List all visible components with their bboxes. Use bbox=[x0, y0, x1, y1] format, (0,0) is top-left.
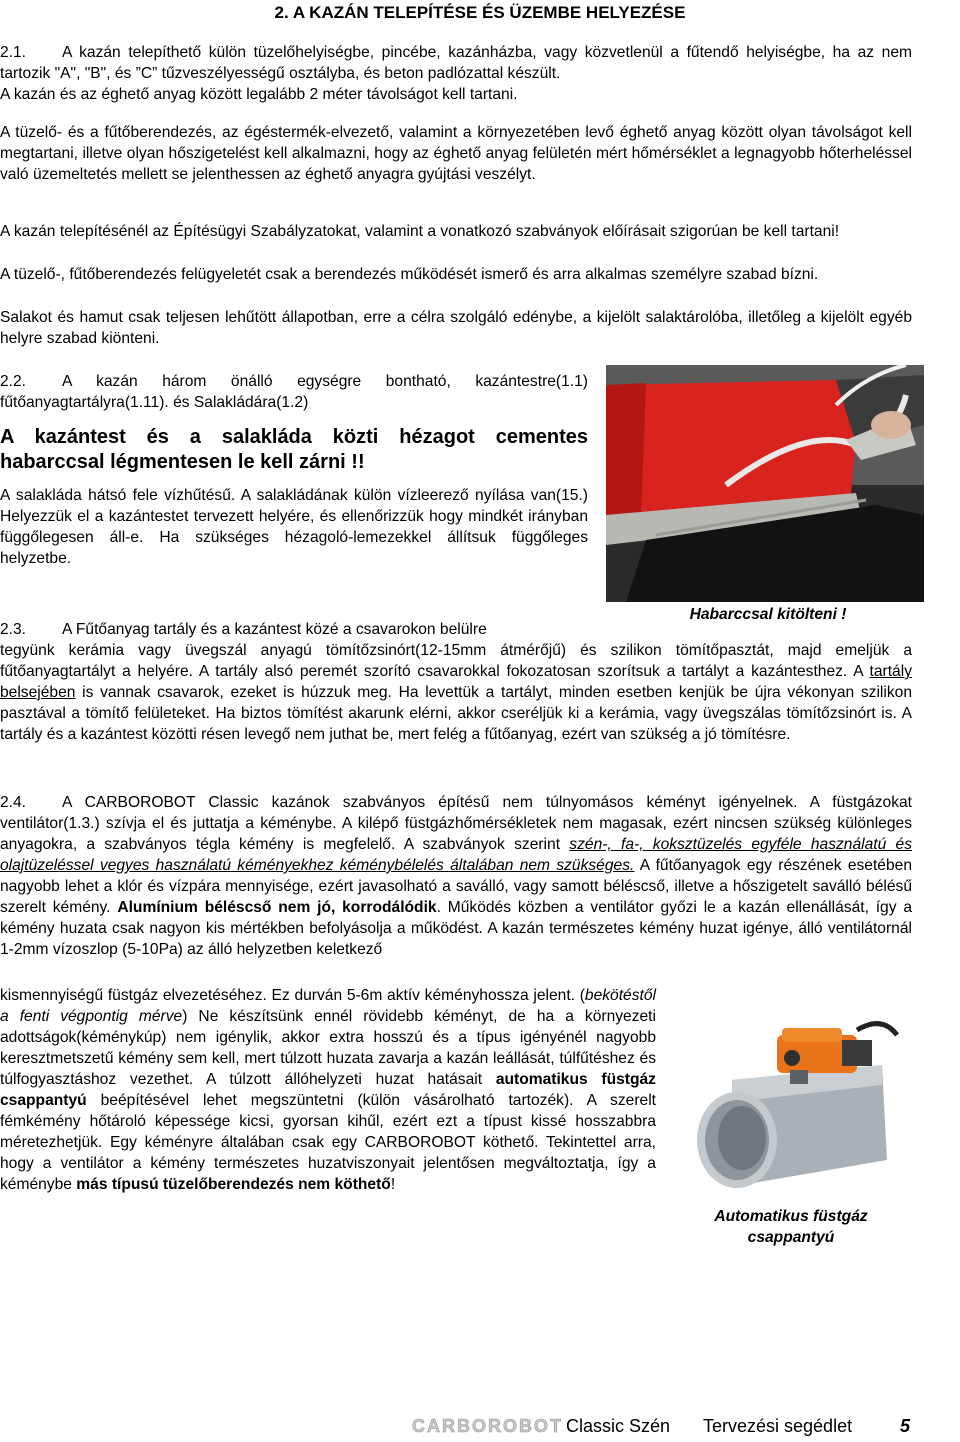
section-2-4-col-text-2: ) Ne készítsünk ennél rövidebb kéményt, de ha a környezeti adottságok(kéménykúp) nem igénylik, akkor extra hosszú és a típus igényénél nagyobb keresztmetszetű kémény sem kell, mert túlzott huzata zavarja a kazán leállását, túlfűtéshez és túlfogyasztáshoz vezethet. A túlzott állóhelyzeti huzat hatásait bbox=[0, 1008, 656, 1088]
section-2-4-text-3: . Működés közben a ventilátor győzi le a kazán ellenállását, így a kémény huzata csak nagyon kis mértékben befolyásolja a működést. A kazán természetes kémény huzat igénye, álló ventilátornál 1-2mm vízoszlop (5-10Pa) az álló helyzetben keletkező bbox=[0, 899, 912, 958]
section-2-1-number: 2.1. bbox=[0, 44, 27, 61]
section-2-2 bbox=[0, 371, 588, 569]
boiler-joint-image bbox=[606, 365, 924, 602]
section-2-4-body bbox=[0, 792, 912, 960]
flue-damper-caption bbox=[682, 1206, 900, 1248]
section-2-1-para-4: A tüzelő-, fűtőberendezés felügyeletét csak a berendezés működését ismerő és arra alkalmas személyre szabad bízni. bbox=[0, 266, 819, 283]
section-2-4-col-text-1: kismennyiségű füstgáz elvezetéséhez. Ez durván 5-6m aktív kéményhossza jelent. ( bbox=[0, 987, 585, 1004]
section-2-1-para-3: A kazán telepítésénél az Építésügyi Szabályzatokat, valamint a vonatkozó szabványok előírásait szigorúan be kell tartani! bbox=[0, 223, 840, 240]
section-2-4-column bbox=[0, 985, 656, 1195]
section-2-4-bold-aluminium: Alumínium béléscső nem jó, korrodálódik bbox=[117, 899, 437, 916]
section-2-2-number: 2.2. bbox=[0, 373, 27, 390]
footer-document: Tervezési segédlet bbox=[703, 1416, 853, 1436]
section-2-4-number: 2.4. bbox=[0, 794, 27, 811]
flue-damper-image bbox=[682, 1010, 900, 1200]
section-2-4-col-bold-damper: automatikus füstgáz csappantyú bbox=[0, 1071, 656, 1109]
section-2-2-para-2: A salakláda hátsó fele vízhűtésű. A salakládának külön vízleerező nyílása van(15.) Helyezzük el a kazántestet tervezett helyére, és ellenőrizzük hogy mindkét irányban függőlegesen áll-e. Ha szükséges hézagoló-lemezekkel állítsuk függőleges helyzetbe. bbox=[0, 487, 588, 567]
flue-damper-photo bbox=[682, 1010, 900, 1200]
section-2-2-warning: A kazántest és a salakláda közti hézagot cementes habarccsal légmentesen le kell zárni !! bbox=[0, 426, 588, 473]
section-title: 2. A KAZÁN TELEPÍTÉSE ÉS ÜZEMBE HELYEZÉSE bbox=[274, 3, 686, 22]
section-2-4-text-2: A fűtőanyagok egy részének esetében nagyobb lehet a klór és vízpára mennyisége, ezért javasolható a saválló, vagy samott béléscső, illetve a hőszigetelt saválló bélésű szerelt kémény. bbox=[0, 857, 912, 916]
section-2-1 bbox=[0, 42, 912, 105]
section-2-4-col-bold-warning: más típusú tüzelőberendezés nem köthető bbox=[76, 1176, 391, 1193]
section-2-1-para-2: A tüzelő- és a fűtőberendezés, az égéstermék-elvezető, valamint a környezetében levő éghető anyag között olyan távolságot kell megtartani, illetve olyan hőszigetelést kell alkalmazni, hogy az éghető anyag felületén mért hőmérséklet a legnagyobb hőterheléssel való üzemeltetés mellett se jelenthessen az éghető anyagra gyújtási veszélyt. bbox=[0, 124, 912, 183]
section-2-3-underlined: tartály belsejében bbox=[0, 663, 912, 701]
section-2-2-para-1: A kazán három önálló egységre bontható, kazántestre(1.1) fűtőanyagtartályra(1.11). és Salakládára(1.2) bbox=[0, 373, 588, 411]
section-2-4-col-italic: bekötéstől a fenti végpontig mérve bbox=[0, 987, 656, 1025]
flue-damper-caption-line-1: Automatikus füstgáz bbox=[714, 1208, 868, 1225]
footer-model: Classic Szén bbox=[566, 1416, 671, 1436]
page-number: 5 bbox=[900, 1416, 911, 1436]
section-2-3-body bbox=[0, 640, 912, 745]
section-2-4-col-text-4: ! bbox=[390, 1176, 396, 1193]
section-2-3-lead: A Fűtőanyag tartály és a kazántest közé a csavarokon belülre bbox=[62, 621, 487, 638]
carborobot-logo: CARBOROBOT bbox=[412, 1416, 563, 1436]
section-2-4-underlined-italic: szén-, fa-, koksztüzelés egyféle használatú és olajtüzeléssel vegyes használatú kéményekhez kéménybélelés általában nem szükséges. bbox=[0, 836, 913, 874]
section-2-3-text-2: is vannak csavarok, ezeket is húzzuk meg. Ha levettük a tartályt, minden esetben kenjük be újra vékonyan szilikon pasztával a tömítő felületeket. Ha biztos tömítést akarunk elérni, akkor cseréljük ki a kerámia, vagy üvegszálas tömítőzsinórt is. A tartály és a kazántest közötti résen levegő nem juthat be, mert felég a fűtőanyag, ezért van szükség a jó tömítésre. bbox=[0, 684, 912, 743]
section-2-1-para-5: Salakot és hamut csak teljesen lehűtött állapotban, erre a célra szolgáló edénybe, a kijelölt salaktárolóba, illetőleg a kijelölt egyéb helyre szabad kiönteni. bbox=[0, 309, 912, 347]
section-2-3-number: 2.3. bbox=[0, 621, 27, 638]
section-2-3-lead-line bbox=[0, 619, 588, 640]
section-2-3-text-1: tegyünk kerámia vagy üvegszál anyagú tömítőzsinórt(12-15mm átmérőjű) és szilikon tömítőpasztát, majd emeljük a fűtőanyagtartályt a helyére. A tartály alsó peremét szorító csavarokkal fokozatosan szorítsuk a tartályt a kazántesthez. A bbox=[0, 642, 912, 680]
section-2-1-para-1: A kazán telepíthető külön tüzelőhelyiségbe, pincébe, kazánházba, vagy közvetlenül a fűtendő helyiségbe, ha az nem tartozik "A", "B", és ”C” tűzveszélyességű osztályba, és beton padlózattal készült. bbox=[0, 44, 912, 82]
section-2-4-text-1: A CARBOROBOT Classic kazánok szabványos építésű nem túlnyomásos kéményt igényelnek. A füstgázokat ventilátor(1.3.) szívja el és juttatja a kéménybe. A kilépő füstgázhőmérsékletek nem magasak, ezért nincsen szükség különleges anyagokra, a szabványos tégla kémény is megfelelő. A szabványok szerint bbox=[0, 794, 912, 853]
boiler-joint-photo bbox=[606, 365, 924, 602]
section-2-1-para-1b: A kazán és az éghető anyag között legalább 2 méter távolságot kell tartani. bbox=[0, 86, 518, 103]
section-2-4-col-text-3: beépítésével lehet megszüntetni (külön vásárolható tartozék). A szerelt fémkémény hőtároló képessége kicsi, gyorsan kihűl, ezért ezt a típust kissé hosszabbra méretezhetjük. Egy kéményre általában csak egy CARBOROBOT köthető. Tekintettel arra, hogy a ventilátor a kémény természetes huzatviszonyait jelentősen megváltoztatja, így a kéménybe bbox=[0, 1092, 656, 1193]
boiler-joint-caption: Habarccsal kitölteni ! bbox=[689, 606, 847, 623]
flue-damper-caption-line-2: csappantyú bbox=[747, 1229, 835, 1246]
